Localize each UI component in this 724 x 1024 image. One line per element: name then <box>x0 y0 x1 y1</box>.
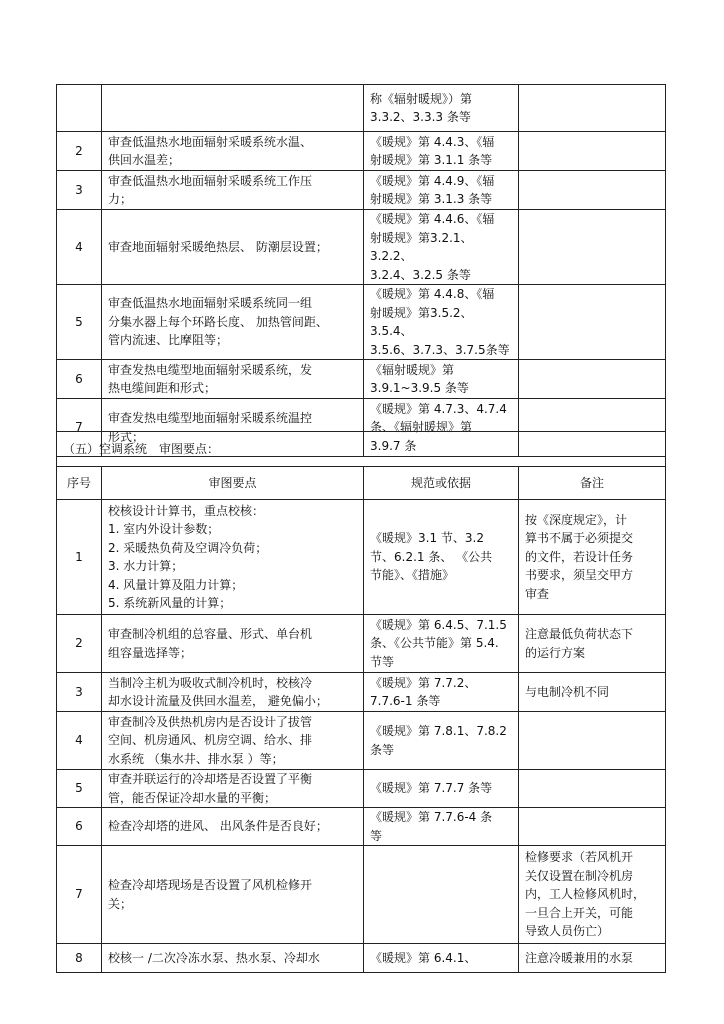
code-basis: 《暖规》第 7.8.1、7.8.2 条等 <box>364 712 519 770</box>
row-number: 2 <box>57 132 102 171</box>
row-number: 4 <box>57 210 102 285</box>
remark <box>519 85 666 132</box>
review-point: 当制冷主机为吸收式制冷机时，校核冷 却水设计流量及供回水温差， 避免偏小； <box>102 673 364 712</box>
table-row <box>57 846 666 944</box>
review-point: 审查发热电缆型地面辐射采暖系统温控 形式； <box>102 399 364 457</box>
table-row <box>57 210 666 285</box>
review-point: 校核设计计算书，重点校核： 1. 室内外设计参数； 2. 采暖热负荷及空调冷负荷； 3. 水力计算； 4. 风量计算及阻力计算； 5. 系统新风量的计算； <box>102 500 364 615</box>
code-basis: 《暖规》第 4.4.3、《辐 射暖规》第 3.1.1 条等 <box>364 132 519 171</box>
row-number: 6 <box>57 360 102 399</box>
review-point: 检查冷却塔现场是否设置了风机检修开 关； <box>102 846 364 944</box>
header-remark: 备注 <box>519 467 666 500</box>
remark: 按《深度规定》，计 算书不属于必须提交 的文件，若设计任务 书要求，须呈交甲方 审查 <box>519 500 666 615</box>
header-review-point: 审图要点 <box>102 467 364 500</box>
row-number: 1 <box>57 500 102 615</box>
section-title-row <box>57 432 666 467</box>
review-point: 审查制冷及供热机房内是否设计了拔管 空间、机房通风、机房空调、给水、排 水系统 （集水井、排水泵 ）等； <box>102 712 364 770</box>
review-point: 审查并联运行的冷却塔是否设置了平衡 管，能否保证冷却水量的平衡； <box>102 770 364 808</box>
remark: 注意冷暖兼用的水泵 <box>519 944 666 973</box>
ac-system-review-table <box>56 431 666 973</box>
row-number <box>57 85 102 132</box>
review-point: 审查低温热水地面辐射采暖系统水温、 供回水温差； <box>102 132 364 171</box>
table-row <box>57 615 666 673</box>
row-number: 3 <box>57 673 102 712</box>
review-point: 检查冷却塔的进风、 出风条件是否良好； <box>102 808 364 846</box>
review-point: 审查发热电缆型地面辐射采暖系统，发 热电缆间距和形式； <box>102 360 364 399</box>
table-row <box>57 132 666 171</box>
remark: 注意最低负荷状态下 的运行方案 <box>519 615 666 673</box>
table-row <box>57 85 666 132</box>
code-basis: 《暖规》第 7.7.2、 7.7.6-1 条等 <box>364 673 519 712</box>
row-number: 7 <box>57 399 102 457</box>
remark <box>519 808 666 846</box>
code-basis: 《暖规》第 4.7.3、4.7.4 条、《辐射暖规》第 3.9.7 条 <box>364 399 519 457</box>
remark: 与电制冷机不同 <box>519 673 666 712</box>
header-code-basis: 规范或依据 <box>364 467 519 500</box>
remark <box>519 770 666 808</box>
code-basis: 《暖规》3.1 节、3.2 节、6.2.1 条、 《公共 节能》、《措施》 <box>364 500 519 615</box>
header-row <box>57 467 666 500</box>
row-number: 6 <box>57 808 102 846</box>
code-basis: 《暖规》第 4.4.6、《辐 射暖规》第3.2.1、3.2.2、 3.2.4、3.2.5 条等 <box>364 210 519 285</box>
remark <box>519 360 666 399</box>
table-row <box>57 712 666 770</box>
review-point <box>102 85 364 132</box>
header-number: 序号 <box>57 467 102 500</box>
review-point: 审查低温热水地面辐射采暖系统工作压 力； <box>102 171 364 210</box>
code-basis: 《暖规》第 7.7.7 条等 <box>364 770 519 808</box>
table-row <box>57 360 666 399</box>
table-row <box>57 171 666 210</box>
review-point: 校核一 /二次冷冻水泵、热水泵、冷却水 <box>102 944 364 973</box>
table-row <box>57 770 666 808</box>
review-point: 审查地面辐射采暖绝热层、 防潮层设置； <box>102 210 364 285</box>
code-basis: 《暖规》第 6.4.1、 <box>364 944 519 973</box>
remark <box>519 132 666 171</box>
row-number: 3 <box>57 171 102 210</box>
table-row <box>57 808 666 846</box>
code-basis <box>364 846 519 944</box>
remark <box>519 171 666 210</box>
code-basis: 称《辐射暖规》）第 3.3.2、3.3.3 条等 <box>364 85 519 132</box>
code-basis: 《暖规》第 4.4.8、《辐 射暖规》第3.5.2、3.5.4、 3.5.6、3.7.3、3.7.5条等 <box>364 285 519 360</box>
review-point: 审查制冷机组的总容量、形式、单台机 组容量选择等； <box>102 615 364 673</box>
code-basis: 《暖规》第 4.4.9、《辐 射暖规》第 3.1.3 条等 <box>364 171 519 210</box>
code-basis: 《辐射暖规》第 3.9.1~3.9.5 条等 <box>364 360 519 399</box>
code-basis: 《暖规》第 6.4.5、7.1.5 条、《公共节能》第 5.4. 节等 <box>364 615 519 673</box>
remark <box>519 712 666 770</box>
remark <box>519 210 666 285</box>
row-number: 4 <box>57 712 102 770</box>
row-number: 7 <box>57 846 102 944</box>
heating-review-table-continued <box>56 84 666 457</box>
code-basis: 《暖规》第 7.7.6-4 条 等 <box>364 808 519 846</box>
row-number: 5 <box>57 285 102 360</box>
table-row <box>57 944 666 973</box>
review-point: 审查低温热水地面辐射采暖系统同一组 分集水器上每个环路长度、 加热管间距、 管内流速、比摩阻等； <box>102 285 364 360</box>
table-row <box>57 673 666 712</box>
row-number: 8 <box>57 944 102 973</box>
remark: 检修要求（若风机开 关仅设置在制冷机房 内，工人检修风机时， 一旦合上开关，可能 导致人员伤亡） <box>519 846 666 944</box>
row-number: 5 <box>57 770 102 808</box>
table-row <box>57 285 666 360</box>
table-row <box>57 500 666 615</box>
section-title: （五）空调系统 审图要点： <box>57 432 666 467</box>
row-number: 2 <box>57 615 102 673</box>
remark <box>519 285 666 360</box>
